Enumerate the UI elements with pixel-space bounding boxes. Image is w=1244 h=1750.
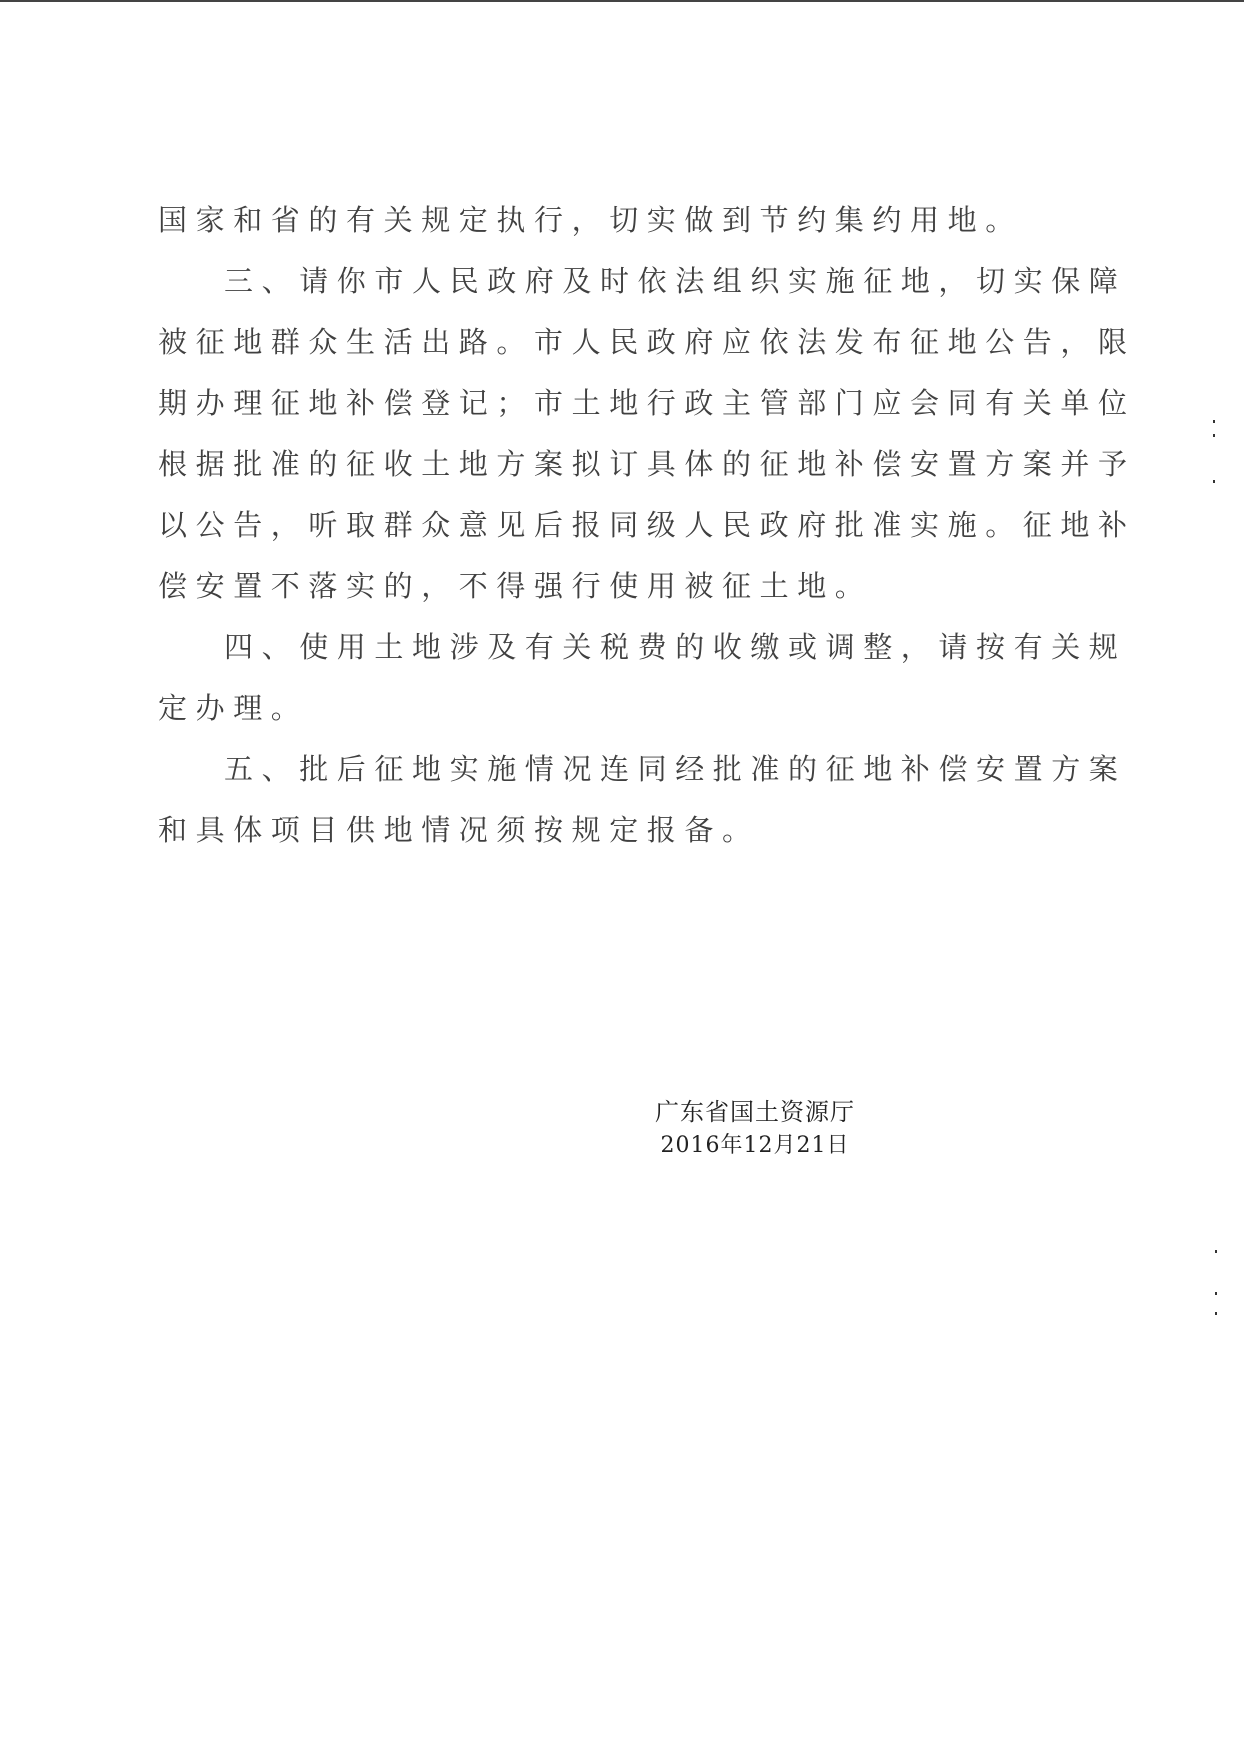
paragraph-line: 根据批准的征收土地方案拟订具体的征地补偿安置方案并予 — [158, 447, 1136, 481]
paragraph-line: 三、请你市人民政府及时依法组织实施征地，切实保障 — [224, 264, 1127, 298]
issuing-organization: 广东省国土资源厅 — [655, 1098, 855, 1126]
paragraph-line: 以公告，听取群众意见后报同级人民政府批准实施。征地补 — [158, 508, 1136, 542]
scan-speck — [1213, 420, 1215, 423]
paragraph-line: 和具体项目供地情况须按规定报备。 — [158, 813, 760, 847]
scan-speck — [1213, 434, 1215, 437]
document-body — [158, 190, 1136, 861]
paragraph-line: 偿安置不落实的，不得强行使用被征土地。 — [158, 569, 873, 603]
paragraph-line: 五、批后征地实施情况连同经批准的征地补偿安置方案 — [224, 752, 1127, 786]
scan-speck — [1213, 480, 1215, 483]
paragraph-line: 期办理征地补偿登记；市土地行政主管部门应会同有关单位 — [158, 386, 1136, 420]
paragraph-line: 被征地群众生活出路。市人民政府应依法发布征地公告，限 — [158, 325, 1136, 359]
scan-speck — [1215, 1312, 1217, 1315]
issue-date: 2016年12月21日 — [660, 1133, 850, 1158]
paragraph-line: 定办理。 — [158, 691, 309, 725]
scan-speck — [1215, 1292, 1217, 1295]
paragraph-line: 国家和省的有关规定执行，切实做到节约集约用地。 — [158, 203, 1023, 237]
signature-block — [640, 1095, 870, 1163]
paragraph-line: 四、使用土地涉及有关税费的收缴或调整，请按有关规 — [224, 630, 1127, 664]
scan-top-edge — [0, 0, 1244, 2]
scan-speck — [1215, 1250, 1217, 1253]
